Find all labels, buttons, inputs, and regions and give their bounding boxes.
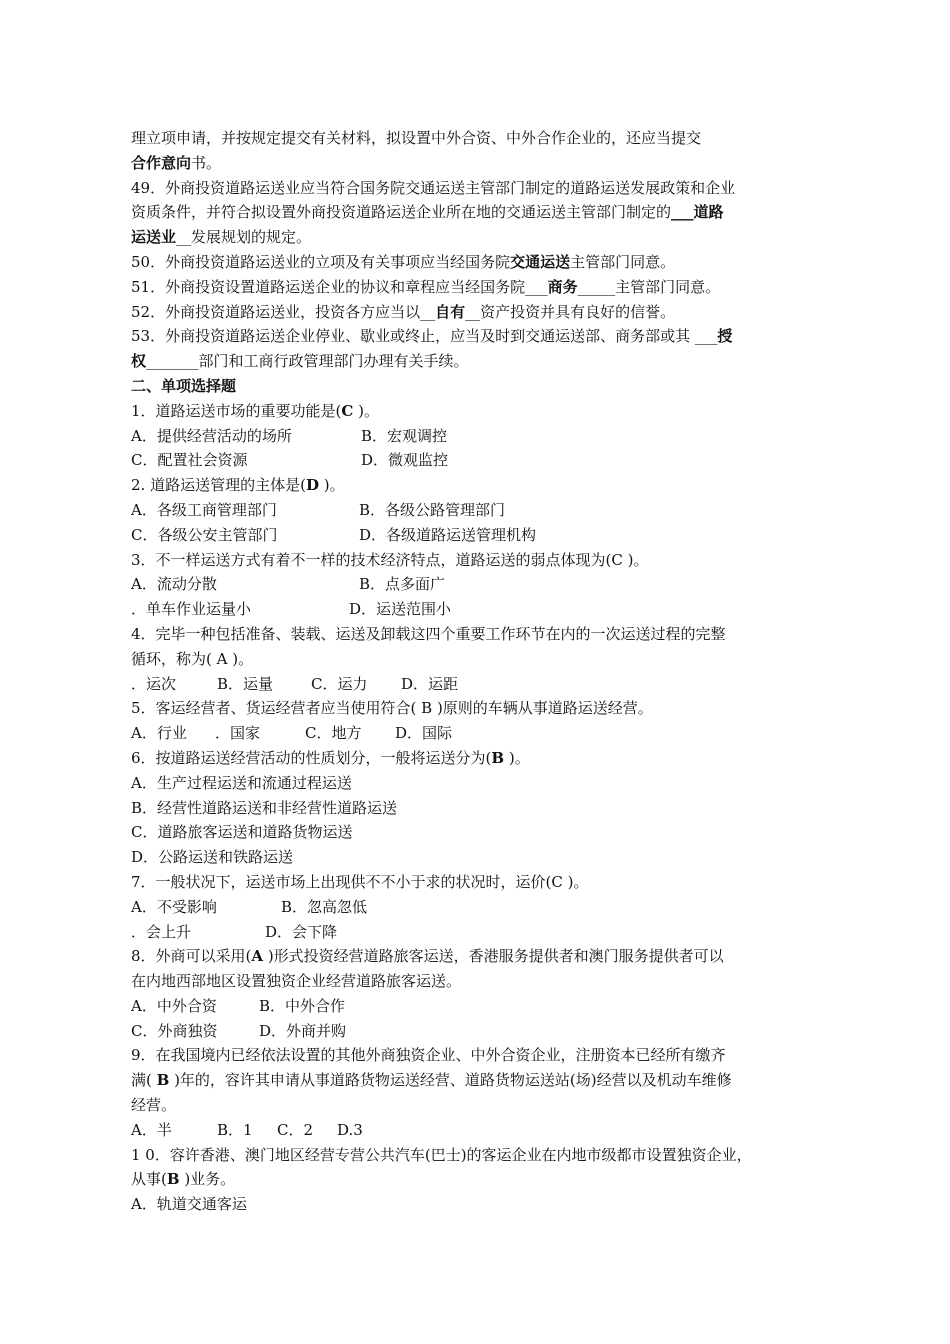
- answer-text: B: [156, 1071, 170, 1090]
- option: C．配置社会资源: [131, 451, 248, 470]
- question-4-cont: 循环，称为( A )。: [131, 649, 254, 668]
- option: ．单车作业运量小: [131, 600, 252, 619]
- option: A．流动分散: [131, 575, 217, 594]
- option: D．国际: [395, 724, 453, 743]
- question-49-cont: 运送业__发展规划的规定。: [131, 228, 312, 247]
- option: A．各级工商管理部门: [131, 500, 277, 519]
- option: A．中外合资: [131, 996, 217, 1015]
- answer-text: B: [491, 748, 505, 767]
- question-1: 1．道路运送市场的重要功能是(C )。: [131, 401, 379, 420]
- option: D．运送范围小: [349, 600, 452, 619]
- document-page: [131, 126, 821, 1217]
- question-9-cont: 经营。: [131, 1096, 177, 1115]
- question-51: 51．外商投资设置道路运送企业的协议和章程应当经国务院___商务_____主管部门同意。: [131, 277, 721, 296]
- option: A．不受影响: [131, 897, 217, 916]
- answer-text: 授: [717, 327, 733, 346]
- option: C．运力: [311, 674, 368, 693]
- option: ．会上升: [131, 922, 192, 941]
- question-7: 7．一般状况下，运送市场上出现供不不小于求的状况时，运价(C )。: [131, 872, 589, 891]
- answer-text: D: [305, 476, 319, 495]
- option: ．国家: [215, 724, 261, 743]
- text-line: 合作意向书。: [131, 153, 222, 172]
- answer-text: A: [251, 947, 264, 966]
- option: B．点多面广: [359, 575, 446, 594]
- answer-text: 交通运送: [510, 252, 571, 271]
- option: ．运次: [131, 674, 177, 693]
- question-8: 8．外商可以采用(A )形式投资经营道路旅客运送，香港服务提供者和澳门服务提供者可以: [131, 947, 724, 966]
- option: A．提供经营活动的场所: [131, 426, 292, 445]
- answer-text: 运送业: [131, 228, 177, 247]
- options-row: [131, 994, 821, 1019]
- option: B．经营性道路运送和非经营性道路运送: [131, 798, 398, 817]
- question-3: 3．不一样运送方式有着不一样的技术经济特点，道路运送的弱点体现为(C )。: [131, 550, 649, 569]
- question-2: 2. 道路运送管理的主体是(D )。: [131, 476, 345, 495]
- section-heading: 二、单项选择题: [131, 376, 237, 395]
- option: A．半: [131, 1120, 172, 1139]
- question-10-cont: 从事(B )业务。: [131, 1170, 236, 1189]
- option: C．地方: [305, 724, 362, 743]
- options-row: [131, 448, 821, 473]
- option: D．会下降: [265, 922, 338, 941]
- option: A．轨道交通客运: [131, 1195, 247, 1214]
- question-52: 52．外商投资道路运送业，投资各方应当以__自有__资产投资并具有良好的信誉。: [131, 302, 676, 321]
- option: C．各级公安主管部门: [131, 525, 278, 544]
- options-row: [131, 920, 821, 945]
- text-line: 理立项申请，并按规定提交有关材料，拟设置中外合资、中外合作企业的，还应当提交: [131, 129, 702, 147]
- options-row: [131, 572, 821, 597]
- options-row: [131, 523, 821, 548]
- options-row: [131, 672, 821, 697]
- option: B．运量: [217, 674, 274, 693]
- option: C．2: [277, 1120, 314, 1139]
- question-49: 49．外商投资道路运送业应当符合国务院交通运送主管部门制定的道路运送发展政策和企业: [131, 178, 736, 197]
- option: B．各级公路管理部门: [359, 500, 506, 519]
- option: C．外商独资: [131, 1021, 218, 1040]
- answer-text: 商务: [547, 277, 578, 296]
- answer-text: 合作意向: [131, 153, 192, 172]
- options-row: [131, 597, 821, 622]
- question-9: 9．在我国境内已经依法设置的其他外商独资企业、中外合资企业，注册资本已经所有缴齐: [131, 1046, 726, 1065]
- question-8-cont: 在内地西部地区设置独资企业经营道路旅客运送。: [131, 972, 462, 991]
- option: D．外商并购: [259, 1021, 347, 1040]
- options-row: [131, 424, 821, 449]
- options-row: [131, 895, 821, 920]
- option: D．运距: [401, 674, 459, 693]
- question-4: 4．完毕一种包括准备、装载、运送及卸载这四个重要工作环节在内的一次运送过程的完整: [131, 624, 726, 643]
- question-10: 1 0．容许香港、澳门地区经营专营公共汽车(巴士)的客运企业在内地市级都市设置独资企业，: [131, 1145, 752, 1164]
- answer-text: 自有: [435, 302, 466, 321]
- option: B．中外合作: [259, 996, 346, 1015]
- options-row: [131, 498, 821, 523]
- options-row: [131, 1019, 821, 1044]
- option: D.3: [337, 1120, 363, 1139]
- option: D．微观监控: [361, 451, 449, 470]
- answer-text: 权: [131, 352, 147, 371]
- option: D．公路运送和铁路运送: [131, 848, 294, 867]
- question-6: 6．按道路运送经营活动的性质划分，一般将运送分为(B )。: [131, 748, 530, 767]
- answer-text: 道路: [693, 203, 724, 222]
- option: B．宏观调控: [361, 426, 448, 445]
- options-row: [131, 1118, 821, 1143]
- question-49-cont: 资质条件，并符合拟设置外商投资道路运送企业所在地的交通运送主管部门制定的___道路: [131, 203, 724, 222]
- question-9-cont: 满( B )年的，容许其申请从事道路货物运送经营、道路货物运送站(场)经营以及机动车维修: [131, 1071, 732, 1090]
- option: B．1: [217, 1120, 253, 1139]
- options-row: [131, 721, 821, 746]
- answer-text: B: [166, 1170, 180, 1189]
- option: C．道路旅客运送和道路货物运送: [131, 823, 353, 842]
- answer-text: C: [341, 401, 354, 420]
- question-53-cont: 权_______部门和工商行政管理部门办理有关手续。: [131, 352, 469, 371]
- option: D．各级道路运送管理机构: [359, 525, 537, 544]
- option: A．行业: [131, 724, 187, 743]
- question-53: 53．外商投资道路运送企业停业、歇业或终止，应当及时到交通运送部、商务部或其 ___授: [131, 327, 733, 346]
- option: A．生产过程运送和流通过程运送: [131, 773, 352, 792]
- question-50: 50．外商投资道路运送业的立项及有关事项应当经国务院交通运送主管部门同意。: [131, 252, 676, 271]
- option: B．忽高忽低: [281, 897, 368, 916]
- question-5: 5．客运经营者、货运经营者应当使用符合( B )原则的车辆从事道路运送经营。: [131, 699, 653, 718]
